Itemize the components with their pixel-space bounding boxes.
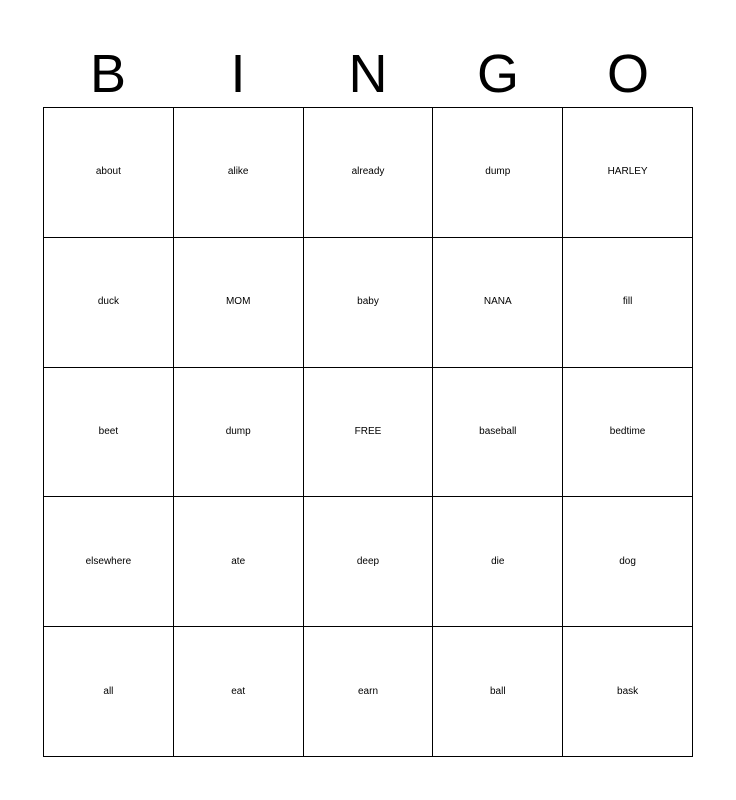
bingo-cell: already	[304, 108, 434, 238]
bingo-cell: about	[44, 108, 174, 238]
bingo-cell: fill	[563, 238, 693, 368]
bingo-cell: all	[44, 627, 174, 757]
bingo-cell: earn	[304, 627, 434, 757]
bingo-cell: dog	[563, 497, 693, 627]
bingo-cell: deep	[304, 497, 434, 627]
header-letter-i: I	[230, 44, 246, 104]
bingo-header	[43, 40, 693, 108]
header-letter-b: B	[89, 44, 127, 104]
bingo-cell: MOM	[174, 238, 304, 368]
bingo-cell: eat	[174, 627, 304, 757]
bingo-cell: baby	[304, 238, 434, 368]
bingo-cell: die	[433, 497, 563, 627]
bingo-cell: duck	[44, 238, 174, 368]
bingo-cell: bedtime	[563, 368, 693, 498]
header-letter-g: G	[476, 44, 519, 104]
bingo-cell: HARLEY	[563, 108, 693, 238]
bingo-cell: bask	[563, 627, 693, 757]
bingo-board	[43, 107, 693, 757]
bingo-cell: NANA	[433, 238, 563, 368]
bingo-cell: ball	[433, 627, 563, 757]
bingo-cell: dump	[433, 108, 563, 238]
bingo-cell: baseball	[433, 368, 563, 498]
header-letter-o: O	[606, 44, 649, 104]
bingo-cell: dump	[174, 368, 304, 498]
bingo-cell: beet	[44, 368, 174, 498]
bingo-cell: ate	[174, 497, 304, 627]
bingo-cell: alike	[174, 108, 304, 238]
header-letter-n: N	[348, 44, 388, 104]
bingo-cell: elsewhere	[44, 497, 174, 627]
bingo-cell: FREE	[304, 368, 434, 498]
